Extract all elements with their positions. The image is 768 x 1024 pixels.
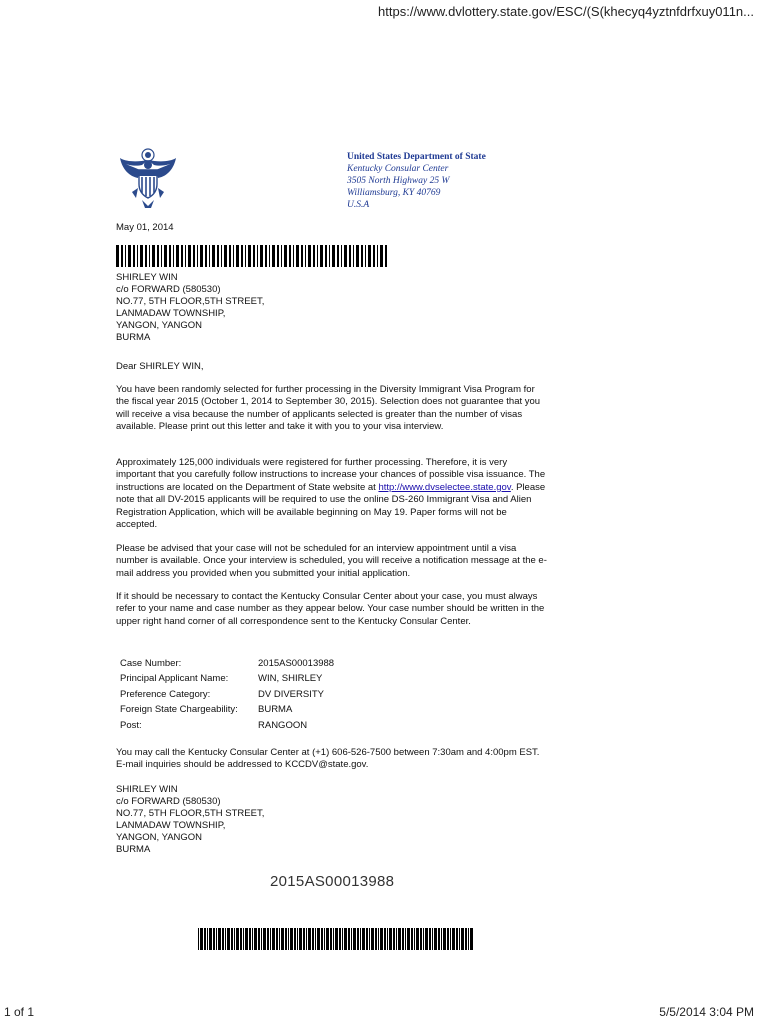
recipient-line: BURMA <box>116 844 151 855</box>
browser-url: https://www.dvlottery.state.gov/ESC/(S(khecyq4yztnfdrfxuy011n... <box>378 4 754 19</box>
recipient-address-repeat <box>116 784 264 856</box>
paragraph-phone: You may call the Kentucky Consular Center at (+1) 606-526-7500 between 7:30am and 4:00pm EST. E-mail inquiries should be addressed to KCCDV@state.gov. <box>116 747 540 771</box>
case-number-large: 2015AS00013988 <box>270 873 395 890</box>
page-count: 1 of 1 <box>4 1005 35 1019</box>
preference-category-value: DV DIVERSITY <box>258 688 324 700</box>
post-value: RANGOON <box>258 719 308 731</box>
case-number-label: Case Number: <box>120 658 182 669</box>
paragraph-text: . Please note that all DV-2015 applicants will be required to use the online DS-260 Immigrant Visa and Alien Registration Application, which will be available beginning on May 19. Paper forms will not be accepted. <box>116 481 546 531</box>
center-city: Williamsburg, KY 40769 <box>347 188 441 198</box>
barcode-top <box>116 245 388 267</box>
table-row <box>120 704 334 719</box>
table-row <box>120 658 334 673</box>
recipient-line: SHIRLEY WIN <box>116 272 178 283</box>
recipient-line: NO.77, 5TH FLOOR,5TH STREET, <box>116 296 265 307</box>
center-name: Kentucky Consular Center <box>347 164 449 174</box>
center-country: U.S.A <box>347 200 370 210</box>
case-number-value: 2015AS00013988 <box>258 658 335 669</box>
table-row <box>120 689 334 704</box>
print-timestamp: 5/5/2014 3:04 PM <box>659 1005 754 1019</box>
table-row <box>120 673 334 688</box>
paragraph-instructions <box>116 457 548 531</box>
paragraph-text: Approximately 125,000 individuals were registered for further processing. Therefore, it is very important that you carefully follow instructions to increase your chances of possible visa issuance. The instructions are located on the Department of State website at <box>116 457 546 493</box>
recipient-line: YANGON, YANGON <box>116 832 203 843</box>
salutation: Dear SHIRLEY WIN, <box>116 361 204 372</box>
chargeability-value: BURMA <box>258 704 293 716</box>
letterhead <box>347 151 486 211</box>
recipient-line: c/o FORWARD (580530) <box>116 284 221 295</box>
department-name: United States Department of State <box>347 152 486 162</box>
recipient-line: LANMADAW TOWNSHIP, <box>116 308 226 319</box>
case-details-table <box>120 658 334 735</box>
recipient-line: NO.77, 5TH FLOOR,5TH STREET, <box>116 808 265 819</box>
preference-category-label: Preference Category: <box>120 688 211 700</box>
applicant-name-value: WIN, SHIRLEY <box>258 673 323 685</box>
dvselectee-link[interactable]: http://www.dvselectee.state.gov <box>378 481 511 493</box>
letter-date: May 01, 2014 <box>116 222 174 233</box>
center-street: 3505 North Highway 25 W <box>347 176 450 186</box>
chargeability-label: Foreign State Chargeability: <box>120 704 238 716</box>
paragraph-contact: If it should be necessary to contact the Kentucky Consular Center about your case, you must always refer to your name and case number as they appear below. Your case number should be written in the upper right hand corner of all correspondence sent to the Kentucky Consular Center. <box>116 591 545 627</box>
recipient-line: YANGON, YANGON <box>116 320 203 331</box>
department-of-state-seal-icon <box>118 148 178 210</box>
recipient-line: SHIRLEY WIN <box>116 784 178 795</box>
table-row <box>120 720 334 735</box>
recipient-address <box>116 272 264 344</box>
applicant-name-label: Principal Applicant Name: <box>120 673 229 685</box>
barcode-bottom <box>198 928 474 950</box>
recipient-line: BURMA <box>116 332 151 343</box>
post-label: Post: <box>120 719 142 731</box>
paragraph-selection: You have been randomly selected for further processing in the Diversity Immigrant Visa Program for the fiscal year 2015 (October 1, 2014 to September 30, 2015). Selection does not guarantee that you will receive a visa because the number of applicants selected is greater than the number of visas available. Please print out this letter and take it with you to your visa interview. <box>116 384 541 433</box>
recipient-line: c/o FORWARD (580530) <box>116 796 221 807</box>
paragraph-interview: Please be advised that your case will not be scheduled for an interview appointment until a visa number is available. Once your interview is scheduled, you will receive a notification message at the e-mail address you provided when you submitted your initial application. <box>116 543 547 579</box>
recipient-line: LANMADAW TOWNSHIP, <box>116 820 226 831</box>
